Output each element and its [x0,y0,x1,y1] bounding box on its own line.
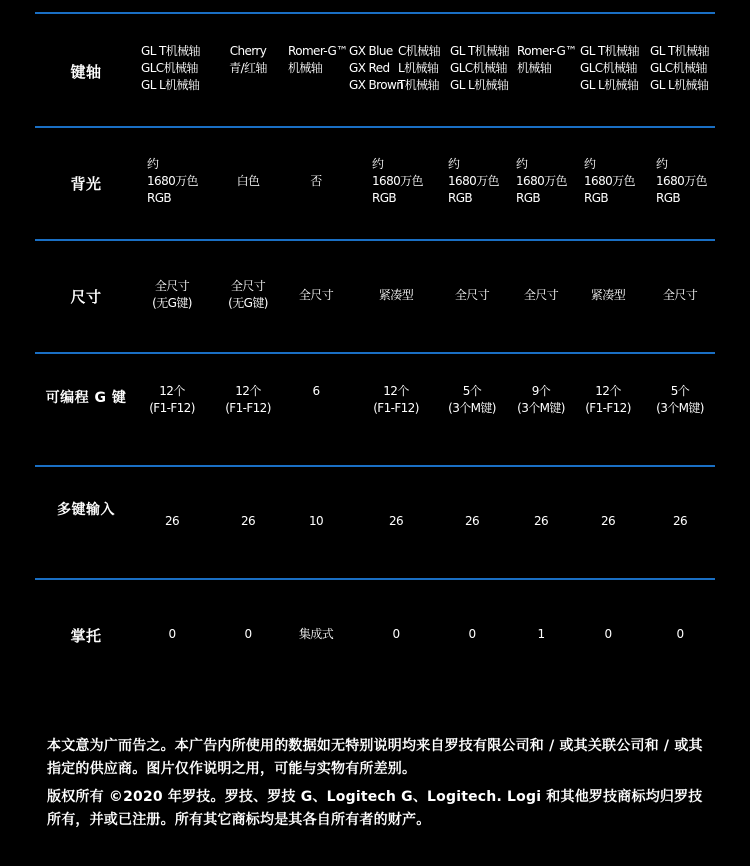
cell-value: 全尺寸 [454,288,490,302]
cell-value: 约 1680万色 RGB [584,157,635,205]
cell-value: 全尺寸 [523,288,559,302]
cell-value: 5个 (3个M键) [656,384,704,415]
cell-value: 26 [464,514,480,528]
row-size [0,240,750,352]
cell-value: 0 [468,627,476,641]
cell-value: 12个 (F1-F12) [225,384,271,415]
cell-value: GL T机械轴 GLC机械轴 GL L机械轴 [450,44,509,92]
cell-value: 1 [537,627,545,641]
cell-value: 6 [312,384,320,398]
cell-value: 全尺寸 [298,288,334,302]
row-label: 多键输入 [57,502,115,518]
cell-value: 0 [676,627,684,641]
row-label: 尺寸 [70,288,102,306]
cell-value: 约 1680万色 RGB [516,157,567,205]
cell-value: 12个 (F1-F12) [585,384,631,415]
cell-value: 全尺寸 (无G键) [228,279,268,310]
cell-value: 5个 (3个M键) [448,384,496,415]
cell-value: 0 [392,627,400,641]
cell-value: 全尺寸 [662,288,698,302]
row-label: 键轴 [70,63,102,81]
row-palm-rest [0,579,750,691]
footer-copyright: 版权所有 ©2020 年罗技。罗技、罗技 G、Logitech G、Logitech. Logi 和其他罗技商标均归罗技所有，并或已注册。所有其它商标均是其各自所有者的财产。 [47,789,703,828]
row-label: 可编程 G 键 [45,390,127,406]
cell-value: 约 1680万色 RGB [372,157,423,205]
cell-value: GX Blue GX Red GX Brown [349,44,404,92]
cell-value: 约 1680万色 RGB [147,157,198,205]
cell-value: 26 [388,514,404,528]
cell-value: 约 1680万色 RGB [448,157,499,205]
cell-value: GL T机械轴 GLC机械轴 GL L机械轴 [650,44,709,92]
row-switches [0,14,750,126]
row-anti-ghosting [0,466,750,578]
cell-value: 26 [240,514,256,528]
cell-value: 紧凑型 [378,288,414,302]
cell-value: GL T机械轴 GLC机械轴 GL L机械轴 [141,44,200,92]
cell-value: 9个 (3个M键) [517,384,565,415]
footer-disclaimer: 本文意为广而告之。本广告内所使用的数据如无特别说明均来自罗技有限公司和 / 或其关联公司和 / 或其指定的供应商。图片仅作说明之用，可能与实物有所差别。 [47,738,703,777]
row-backlight [0,127,750,239]
cell-value: 12个 (F1-F12) [373,384,419,415]
cell-value: 26 [164,514,180,528]
cell-value: 否 [310,174,322,188]
cell-value: 白色 [236,174,260,188]
cell-value: 26 [533,514,549,528]
cell-value: 约 1680万色 RGB [656,157,707,205]
row-g-keys [0,353,750,465]
row-label: 背光 [70,175,102,193]
cell-value: 0 [244,627,252,641]
cell-value: Romer-G™ 机械轴 [517,44,577,75]
cell-value: GL T机械轴 GLC机械轴 GL L机械轴 [580,44,639,92]
row-label: 掌托 [70,627,102,645]
cell-value: 集成式 [298,627,334,641]
cell-value: 26 [600,514,616,528]
cell-value: Romer-G™ 机械轴 [288,44,348,75]
cell-value: 10 [308,514,324,528]
cell-value: 12个 (F1-F12) [149,384,195,415]
cell-value: Cherry 青/红轴 [229,44,267,75]
cell-value: 26 [672,514,688,528]
cell-value: 紧凑型 [590,288,626,302]
cell-value: 全尺寸 (无G键) [152,279,192,310]
cell-value: 0 [604,627,612,641]
cell-value: C机械轴 L机械轴 T机械轴 [398,44,440,92]
cell-value: 0 [168,627,176,641]
